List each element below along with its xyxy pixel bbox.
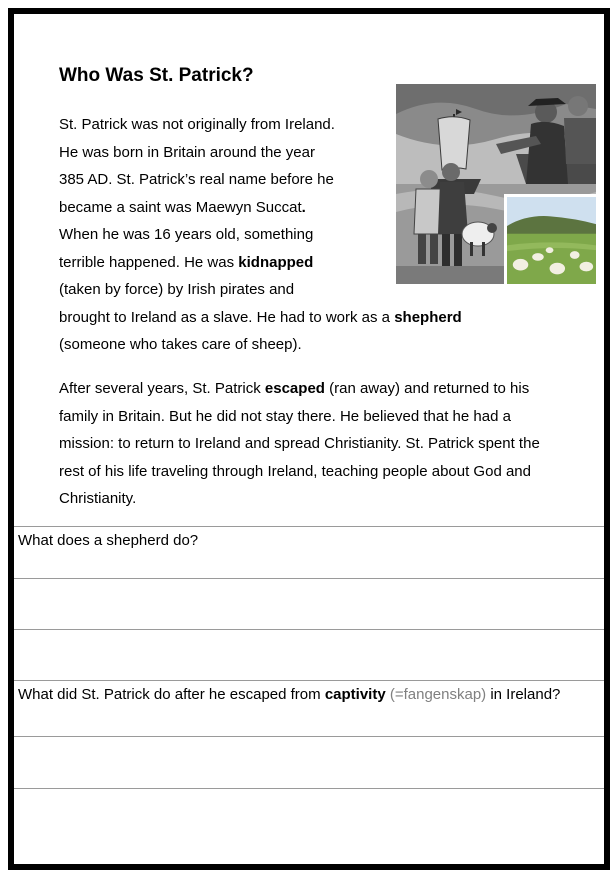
paragraph-text: After several years, St. Patrick: [59, 380, 265, 397]
paragraph-line: (taken by force) by Irish pirates and: [59, 281, 295, 298]
keyword-captivity: captivity: [324, 686, 386, 703]
bold-period: .: [301, 198, 306, 216]
paragraph-line: He was born in Britain around the year: [59, 143, 315, 161]
answer-line[interactable]: [14, 578, 604, 629]
paragraph-line: [59, 304, 539, 332]
worksheet-page: [8, 8, 610, 870]
keyword-escaped: escaped: [264, 380, 325, 397]
question-2-text: [18, 681, 588, 709]
question-text: What did St. Patrick do after he escaped from: [18, 686, 325, 703]
paragraph-text: terrible happened. He was: [59, 253, 239, 271]
paragraph-line: [59, 249, 539, 277]
page-title: Who Was St. Patrick?: [59, 65, 254, 86]
paragraph-text: brought to Ireland as a slave. He had to work as a: [59, 308, 395, 326]
paragraph-text: (ran away) and returned to his family in Britain. But he did not stay there. He believed that he had a mission: to return to Ireland and spread Christianity. St. Patrick spent the rest of his life traveling through Ireland, teaching people about God and Christianity.: [59, 380, 540, 507]
paragraph-line: When he was 16 years old, something: [59, 226, 314, 243]
paragraph-line: 385 AD. St. Patrick’s real name before he: [59, 171, 334, 188]
answer-line[interactable]: [14, 736, 604, 788]
paragraph-line: [59, 194, 539, 222]
question-1-text: What does a shepherd do?: [18, 532, 199, 549]
question-text: in Ireland?: [486, 686, 561, 703]
question-2-row: [14, 680, 604, 736]
question-1-row: [14, 526, 604, 578]
keyword-kidnapped: kidnapped: [238, 253, 314, 271]
keyword-shepherd: shepherd: [394, 308, 462, 326]
answer-line[interactable]: [14, 629, 604, 680]
paragraph-line: St. Patrick was not originally from Ireland.: [59, 116, 335, 133]
answer-line[interactable]: [14, 788, 604, 864]
paragraph-line: (someone who takes care of sheep).: [59, 336, 302, 353]
paragraph-text: became a saint was Maewyn Succat: [59, 198, 302, 216]
translation-hint: (=fangenskap): [389, 686, 487, 703]
intro-paragraph: [59, 111, 539, 359]
second-paragraph: [59, 375, 559, 513]
